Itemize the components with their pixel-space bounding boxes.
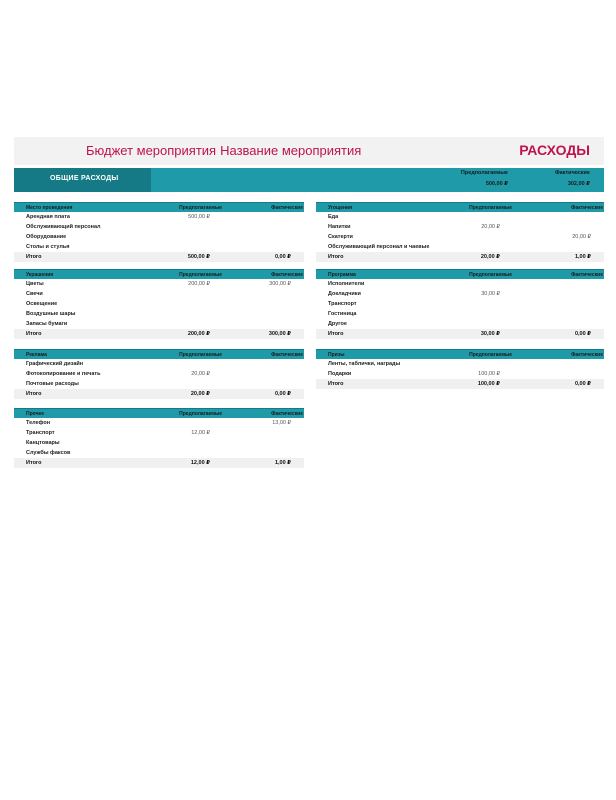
row-label: Службы факсов xyxy=(26,450,71,456)
estimated-column-header: Предполагаемые xyxy=(179,411,222,417)
event-name[interactable]: Название мероприятия xyxy=(220,143,362,158)
total-row xyxy=(316,252,604,262)
section-prizes xyxy=(316,349,604,389)
table-row xyxy=(316,299,604,309)
row-label: Запасы бумаги xyxy=(26,321,68,327)
actual-column-header: Фактические xyxy=(271,411,303,417)
page-header xyxy=(14,137,604,165)
estimated-column-header: Предполагаемые xyxy=(469,272,512,278)
row-label: Исполнители xyxy=(328,281,365,287)
total-expenses-bar xyxy=(14,168,604,192)
table-row xyxy=(14,309,304,319)
total-estimated: 100,00 ₽ xyxy=(477,381,500,387)
total-row xyxy=(316,329,604,339)
total-expenses-label: ОБЩИЕ РАСХОДЫ xyxy=(50,175,119,182)
estimated-column-header: Предполагаемые xyxy=(179,352,222,358)
row-label: Скатерти xyxy=(328,234,353,240)
total-actual: 300,00 ₽ xyxy=(268,331,291,337)
table-row xyxy=(14,232,304,242)
row-label: Свечи xyxy=(26,291,43,297)
actual-cell[interactable]: 20,00 ₽ xyxy=(572,234,591,240)
row-label: Почтовые расходы xyxy=(26,381,79,387)
section-title: Прочее xyxy=(26,411,45,417)
actual-column-header: Фактические xyxy=(571,272,603,278)
table-row xyxy=(316,309,604,319)
section-header xyxy=(316,269,604,279)
title-part-1: Бюджет мероприятия xyxy=(86,143,217,158)
estimated-column-header: Предполагаемые xyxy=(179,205,222,211)
estimated-cell[interactable]: 12,00 ₽ xyxy=(191,430,210,436)
table-row xyxy=(14,359,304,369)
row-label: Обслуживающий персонал и чаевые xyxy=(328,244,430,250)
table-row xyxy=(14,299,304,309)
total-label: Итого xyxy=(328,381,344,387)
table-row xyxy=(316,212,604,222)
estimated-cell[interactable]: 20,00 ₽ xyxy=(481,224,500,230)
section-title: Призы xyxy=(328,352,345,358)
table-row xyxy=(14,279,304,289)
table-row xyxy=(316,359,604,369)
table-row xyxy=(14,438,304,448)
section-title: Угощения xyxy=(328,205,353,211)
section-refreshments xyxy=(316,202,604,262)
estimated-cell[interactable]: 30,00 ₽ xyxy=(481,291,500,297)
table-row xyxy=(316,232,604,242)
table-row xyxy=(14,289,304,299)
section-header xyxy=(14,269,304,279)
total-label: Итого xyxy=(26,254,42,260)
actual-column-header: Фактические xyxy=(271,205,303,211)
row-label: Ленты, таблички, награды xyxy=(328,361,401,367)
summary-estimated-value[interactable]: 500,00 ₽ xyxy=(485,181,508,187)
table-row xyxy=(14,379,304,389)
total-row xyxy=(14,252,304,262)
estimated-column-header: Предполагаемые xyxy=(469,352,512,358)
row-label: Подарки xyxy=(328,371,352,377)
total-actual: 1,00 ₽ xyxy=(574,254,591,260)
actual-cell[interactable]: 13,00 ₽ xyxy=(272,420,291,426)
section-title: Программа xyxy=(328,272,356,278)
table-row xyxy=(316,319,604,329)
section-other xyxy=(14,408,304,468)
actual-column-header: Фактические xyxy=(271,352,303,358)
total-label: Итого xyxy=(26,460,42,466)
total-estimated: 30,00 ₽ xyxy=(480,331,500,337)
estimated-cell[interactable]: 20,00 ₽ xyxy=(191,371,210,377)
total-estimated: 20,00 ₽ xyxy=(190,391,210,397)
section-header xyxy=(14,408,304,418)
total-label: Итого xyxy=(26,331,42,337)
table-row xyxy=(316,242,604,252)
section-header xyxy=(316,202,604,212)
section-program xyxy=(316,269,604,339)
table-row xyxy=(14,369,304,379)
estimated-cell[interactable]: 200,00 ₽ xyxy=(188,281,210,287)
table-row xyxy=(316,289,604,299)
total-actual: 0,00 ₽ xyxy=(574,331,591,337)
section-title: Украшения xyxy=(26,272,54,278)
section-venue xyxy=(14,202,304,262)
section-title: Реклама xyxy=(26,352,47,358)
estimated-column-header: Предполагаемые xyxy=(469,205,512,211)
row-label: Столы и стулья xyxy=(26,244,70,250)
total-row xyxy=(14,458,304,468)
actual-column-header: Фактические xyxy=(571,205,603,211)
row-label: Еда xyxy=(328,214,339,220)
actual-column-header: Фактические xyxy=(571,352,603,358)
table-row xyxy=(316,222,604,232)
table-row xyxy=(316,369,604,379)
total-actual: 1,00 ₽ xyxy=(274,460,291,466)
total-estimated: 500,00 ₽ xyxy=(187,254,210,260)
actual-cell[interactable]: 300,00 ₽ xyxy=(269,281,291,287)
table-row xyxy=(14,242,304,252)
table-row xyxy=(316,279,604,289)
total-estimated: 200,00 ₽ xyxy=(187,331,210,337)
row-label: Обслуживающий персонал xyxy=(26,224,101,230)
row-label: Докладчики xyxy=(328,291,361,297)
total-row xyxy=(316,379,604,389)
row-label: Другое xyxy=(328,321,347,327)
row-label: Фотокопирование и печать xyxy=(26,371,101,377)
row-label: Транспорт xyxy=(328,301,357,307)
section-advertising xyxy=(14,349,304,399)
total-estimated: 12,00 ₽ xyxy=(190,460,210,466)
estimated-cell[interactable]: 500,00 ₽ xyxy=(188,214,210,220)
row-label: Телефон xyxy=(26,420,51,426)
total-label: Итого xyxy=(26,391,42,397)
summary-actual-value[interactable]: 302,00 ₽ xyxy=(567,181,590,187)
expenses-title: РАСХОДЫ xyxy=(519,142,590,158)
total-label: Итого xyxy=(328,331,344,337)
summary-actual-header: Фактические xyxy=(554,170,590,176)
row-label: Оборудование xyxy=(26,234,67,240)
summary-estimated-header: Предполагаемые xyxy=(460,170,508,176)
table-row xyxy=(14,319,304,329)
total-estimated: 20,00 ₽ xyxy=(480,254,500,260)
section-header xyxy=(316,349,604,359)
actual-column-header: Фактические xyxy=(271,272,303,278)
total-label: Итого xyxy=(328,254,344,260)
row-label: Воздушные шары xyxy=(26,311,76,317)
row-label: Освещение xyxy=(26,301,58,307)
row-label: Канцтовары xyxy=(26,440,60,446)
section-header xyxy=(14,202,304,212)
table-row xyxy=(14,418,304,428)
total-actual: 0,00 ₽ xyxy=(574,381,591,387)
row-label: Цветы xyxy=(26,281,44,287)
row-label: Транспорт xyxy=(26,430,55,436)
section-header xyxy=(14,349,304,359)
section-title: Место проведения xyxy=(26,205,73,211)
row-label: Напитки xyxy=(328,224,351,230)
estimated-column-header: Предполагаемые xyxy=(179,272,222,278)
total-actual: 0,00 ₽ xyxy=(274,254,291,260)
total-row xyxy=(14,389,304,399)
total-row xyxy=(14,329,304,339)
estimated-cell[interactable]: 100,00 ₽ xyxy=(478,371,500,377)
table-row xyxy=(14,428,304,438)
total-actual: 0,00 ₽ xyxy=(274,391,291,397)
section-decor xyxy=(14,269,304,339)
page-title xyxy=(86,143,362,158)
row-label: Арендная плата xyxy=(26,214,70,220)
table-row xyxy=(14,222,304,232)
table-row xyxy=(14,212,304,222)
table-row xyxy=(14,448,304,458)
row-label: Гостиница xyxy=(328,311,357,317)
row-label: Графический дизайн xyxy=(26,361,84,367)
